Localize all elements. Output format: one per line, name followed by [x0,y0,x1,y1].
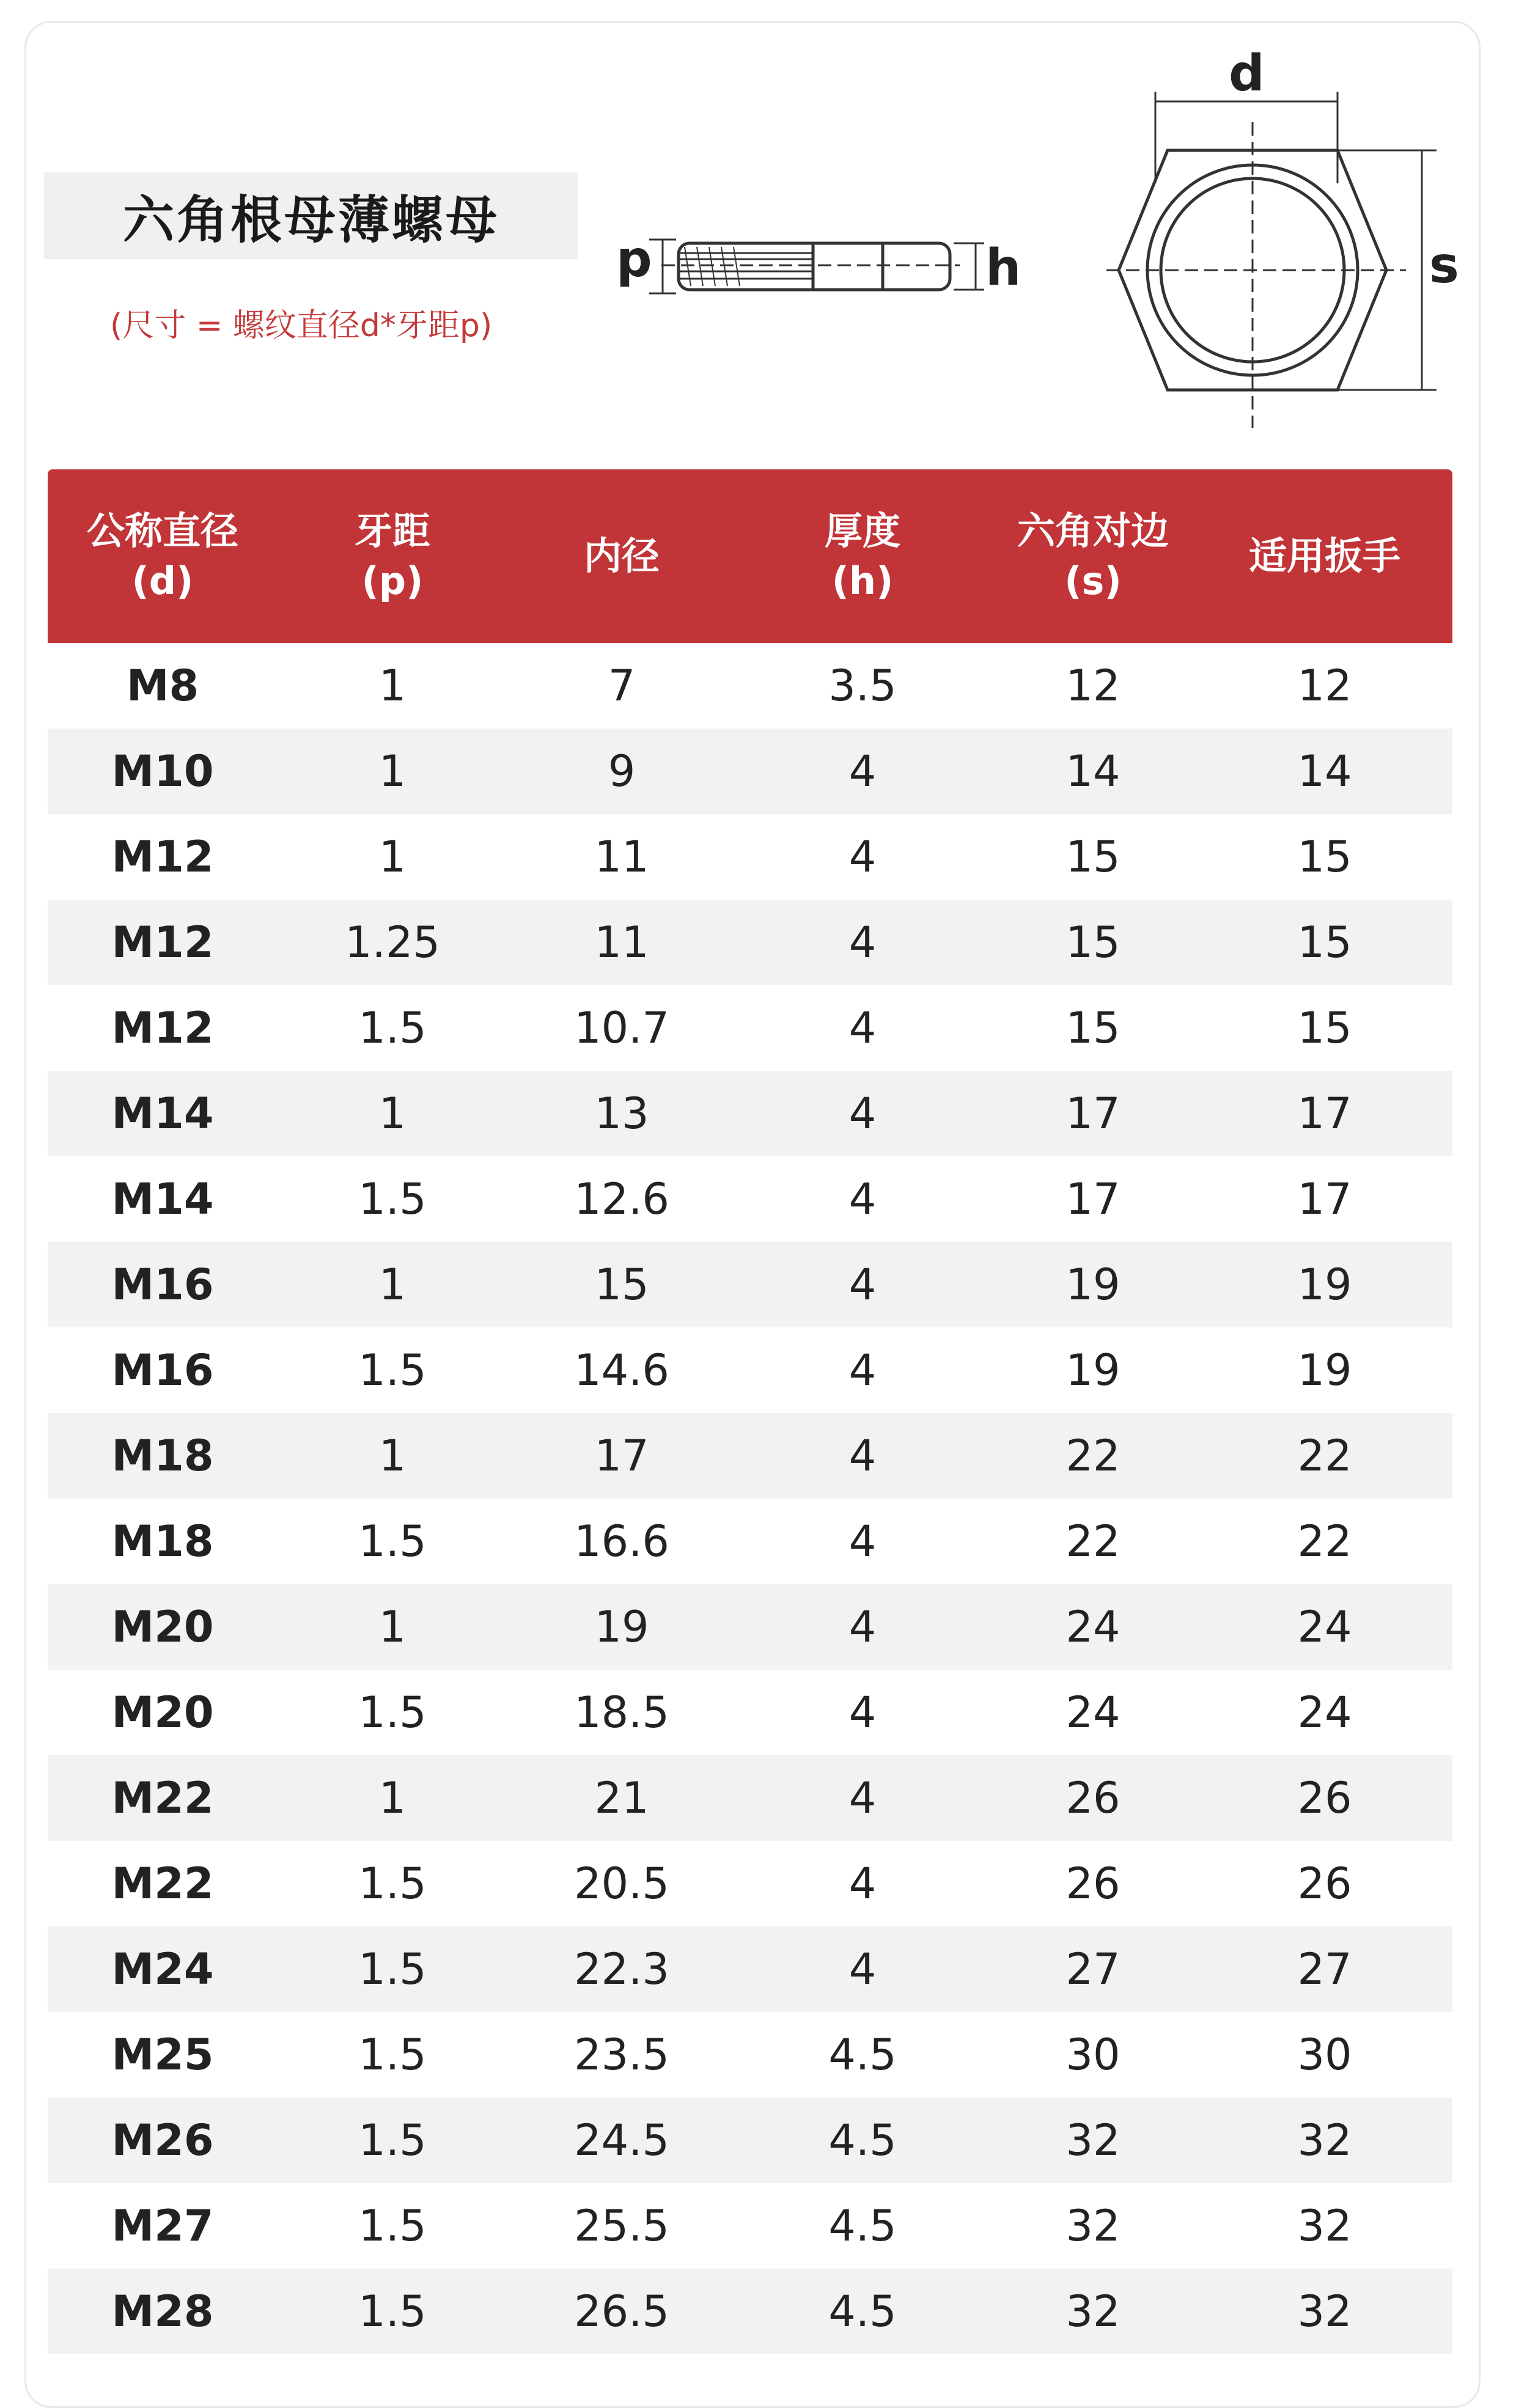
table-row [48,1926,1452,2012]
cell-across-flats: 27 [1065,1944,1120,1994]
cell-across-flats: 24 [1065,1687,1120,1738]
header-line1: 适用扳手 [1248,534,1400,578]
cell-across-flats: 24 [1065,1602,1120,1652]
cell-wrench: 15 [1297,1003,1352,1053]
cell-thickness: 4 [848,1687,877,1738]
cell-nominal-diameter: M14 [111,1174,214,1224]
cell-thickness: 4 [848,746,877,796]
cell-thickness: 4 [848,1088,877,1139]
header-line1: 六角对边 [1017,508,1169,553]
header-line1: 公称直径 [86,508,238,553]
cell-across-flats: 12 [1065,661,1120,711]
cell-wrench: 15 [1297,917,1352,967]
cell-wrench: 22 [1297,1516,1352,1566]
cell-nominal-diameter: M26 [111,2115,214,2165]
cell-inner-diameter: 13 [594,1088,649,1139]
cell-across-flats: 26 [1065,1859,1120,1909]
cell-nominal-diameter: M12 [111,1003,214,1053]
cell-thickness: 4 [848,1345,877,1395]
cell-wrench: 26 [1297,1859,1352,1909]
spec-table [48,469,1452,2354]
cell-inner-diameter: 19 [594,1602,649,1652]
cell-wrench: 15 [1297,832,1352,882]
cell-pitch: 1.5 [358,2286,427,2336]
cell-nominal-diameter: M20 [111,1687,214,1738]
label-p: p [616,230,652,288]
cell-nominal-diameter: M25 [111,2030,214,2080]
cell-inner-diameter: 10.7 [574,1003,669,1053]
cell-thickness: 4 [848,1516,877,1566]
table-row [48,814,1452,900]
cell-wrench: 32 [1297,2201,1352,2251]
cell-inner-diameter: 7 [608,661,636,711]
cell-across-flats: 32 [1065,2286,1120,2336]
label-h: h [985,239,1021,297]
cell-inner-diameter: 15 [594,1260,649,1310]
label-d: d [1229,45,1265,103]
table-row [48,643,1452,729]
cell-wrench: 24 [1297,1687,1352,1738]
cell-thickness: 4 [848,1859,877,1909]
cell-pitch: 1.5 [358,1345,427,1395]
table-row [48,1841,1452,1926]
cell-wrench: 17 [1297,1174,1352,1224]
cell-nominal-diameter: M28 [111,2286,214,2336]
cell-pitch: 1 [378,661,407,711]
cell-thickness: 4 [848,1431,877,1481]
cell-pitch: 1 [378,746,407,796]
cell-nominal-diameter: M24 [111,1944,214,1994]
cell-pitch: 1.5 [358,1687,427,1738]
cell-inner-diameter: 11 [594,832,649,882]
cell-inner-diameter: 21 [594,1773,649,1823]
cell-nominal-diameter: M10 [111,746,214,796]
cell-pitch: 1.5 [358,1859,427,1909]
cell-across-flats: 15 [1065,917,1120,967]
cell-wrench: 22 [1297,1431,1352,1481]
cell-wrench: 32 [1297,2286,1352,2336]
cell-thickness: 4 [848,1773,877,1823]
header-inner-diameter [507,531,736,581]
front-view-drawing [1106,92,1437,428]
nut-drawing [0,0,1516,464]
cell-pitch: 1.5 [358,1944,427,1994]
table-row [48,1413,1452,1499]
cell-wrench: 30 [1297,2030,1352,2080]
table-row [48,1670,1452,1755]
cell-nominal-diameter: M27 [111,2201,214,2251]
table-header [48,469,1452,643]
cell-wrench: 14 [1297,746,1352,796]
cell-inner-diameter: 17 [594,1431,649,1481]
cell-nominal-diameter: M22 [111,1859,214,1909]
cell-nominal-diameter: M18 [111,1516,214,1566]
cell-thickness: 4.5 [828,2286,897,2336]
cell-across-flats: 22 [1065,1516,1120,1566]
header-thickness [736,506,989,606]
cell-inner-diameter: 23.5 [574,2030,669,2080]
cell-nominal-diameter: M20 [111,1602,214,1652]
cell-thickness: 4 [848,1003,877,1053]
cell-thickness: 4 [848,1602,877,1652]
cell-wrench: 17 [1297,1088,1352,1139]
cell-pitch: 1.5 [358,1516,427,1566]
table-row [48,900,1452,985]
cell-pitch: 1.5 [358,1174,427,1224]
cell-across-flats: 17 [1065,1088,1120,1139]
table-row [48,2183,1452,2269]
table-row [48,1327,1452,1413]
product-subtitle: (尺寸 = 螺纹直径d*牙距p) [110,307,493,344]
cell-across-flats: 26 [1065,1773,1120,1823]
cell-inner-diameter: 16.6 [574,1516,669,1566]
cell-pitch: 1 [378,1431,407,1481]
side-view-drawing [649,240,984,293]
cell-across-flats: 15 [1065,832,1120,882]
cell-across-flats: 32 [1065,2201,1120,2251]
cell-thickness: 4 [848,917,877,967]
cell-inner-diameter: 20.5 [574,1859,669,1909]
cell-pitch: 1.5 [358,2115,427,2165]
header-nominal-diameter [48,506,278,606]
cell-across-flats: 19 [1065,1345,1120,1395]
cell-pitch: 1.5 [358,1003,427,1053]
cell-nominal-diameter: M22 [111,1773,214,1823]
cell-wrench: 24 [1297,1602,1352,1652]
product-title: 六角根母薄螺母 [122,189,499,250]
cell-inner-diameter: 22.3 [574,1944,669,1994]
cell-inner-diameter: 24.5 [574,2115,669,2165]
table-row [48,2098,1452,2183]
table-row [48,729,1452,814]
cell-pitch: 1 [378,832,407,882]
header-line1: 牙距 [354,508,430,553]
cell-nominal-diameter: M12 [111,917,214,967]
cell-across-flats: 14 [1065,746,1120,796]
cell-across-flats: 32 [1065,2115,1120,2165]
cell-inner-diameter: 11 [594,917,649,967]
cell-nominal-diameter: M16 [111,1345,214,1395]
cell-wrench: 19 [1297,1345,1352,1395]
cell-thickness: 4 [848,1260,877,1310]
cell-pitch: 1 [378,1260,407,1310]
cell-pitch: 1.25 [345,917,440,967]
table-row [48,1755,1452,1841]
header-across-flats [989,506,1197,606]
table-row [48,1071,1452,1156]
cell-thickness: 4.5 [828,2201,897,2251]
cell-across-flats: 15 [1065,1003,1120,1053]
cell-wrench: 19 [1297,1260,1352,1310]
cell-inner-diameter: 26.5 [574,2286,669,2336]
cell-pitch: 1.5 [358,2030,427,2080]
cell-across-flats: 19 [1065,1260,1120,1310]
cell-inner-diameter: 14.6 [574,1345,669,1395]
cell-nominal-diameter: M16 [111,1260,214,1310]
cell-pitch: 1 [378,1602,407,1652]
cell-inner-diameter: 9 [608,746,636,796]
header-line2: (p) [361,559,424,603]
header-wrench [1197,531,1452,581]
table-row [48,985,1452,1071]
cell-nominal-diameter: M18 [111,1431,214,1481]
cell-thickness: 4 [848,1944,877,1994]
cell-nominal-diameter: M8 [126,661,199,711]
header-line1: 内径 [583,534,660,578]
header-line1: 厚度 [824,508,900,553]
label-s: s [1429,237,1459,295]
cell-thickness: 3.5 [828,661,897,711]
table-body [48,643,1452,2354]
cell-inner-diameter: 12.6 [574,1174,669,1224]
cell-pitch: 1 [378,1773,407,1823]
table-row [48,2269,1452,2354]
cell-pitch: 1.5 [358,2201,427,2251]
cell-across-flats: 17 [1065,1174,1120,1224]
table-row [48,1499,1452,1584]
cell-nominal-diameter: M12 [111,832,214,882]
table-row [48,1584,1452,1670]
cell-wrench: 32 [1297,2115,1352,2165]
cell-inner-diameter: 25.5 [574,2201,669,2251]
header-line2: (d) [131,559,194,603]
cell-wrench: 27 [1297,1944,1352,1994]
cell-thickness: 4 [848,1174,877,1224]
table-row [48,2012,1452,2098]
table-row [48,1242,1452,1327]
cell-across-flats: 30 [1065,2030,1120,2080]
header-line2: (h) [831,559,894,603]
cell-wrench: 12 [1297,661,1352,711]
cell-pitch: 1 [378,1088,407,1139]
cell-nominal-diameter: M14 [111,1088,214,1139]
header-line2: (s) [1064,559,1122,603]
cell-thickness: 4 [848,832,877,882]
cell-across-flats: 22 [1065,1431,1120,1481]
cell-wrench: 26 [1297,1773,1352,1823]
cell-thickness: 4.5 [828,2115,897,2165]
table-row [48,1156,1452,1242]
header-pitch [278,506,507,606]
cell-inner-diameter: 18.5 [574,1687,669,1738]
cell-thickness: 4.5 [828,2030,897,2080]
